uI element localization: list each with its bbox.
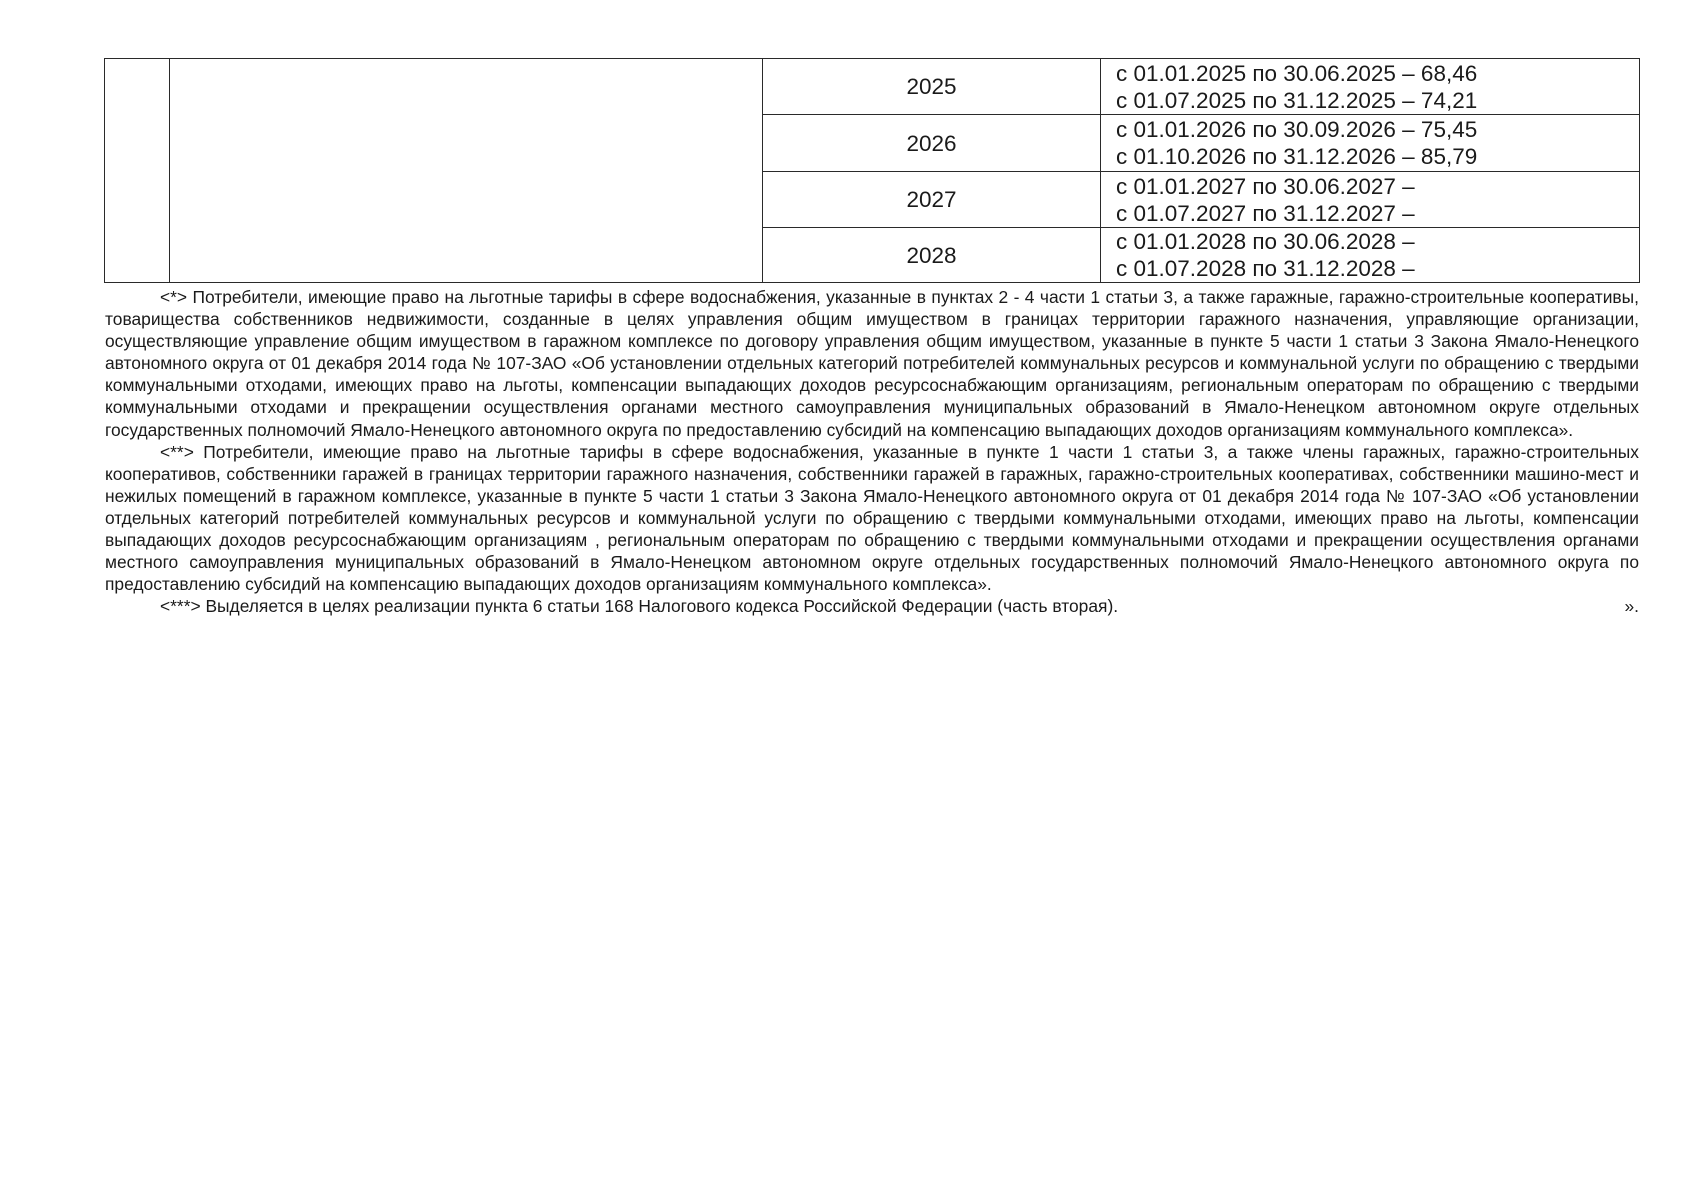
- rate-line: с 01.01.2025 по 30.06.2025 – 68,46: [1116, 60, 1478, 86]
- year-cell: 2026: [763, 115, 1101, 172]
- rates-cell: [1101, 59, 1640, 115]
- closing-quote-mark: ».: [1624, 596, 1639, 617]
- rate-line: с 01.07.2025 по 31.12.2025 – 74,21: [1116, 87, 1478, 113]
- footnote-single-asterisk: <*> Потребители, имеющие право на льготные тарифы в сфере водоснабжения, указанные в пунктах 2 - 4 части 1 статьи 3, а также гаражные, гаражно-строительные кооперативы, товарищества собственников недвижимости, созданные в целях управления общим имуществом в границах территории гаражного назначения, управляющие организации, осуществляющие управление общим имуществом в гаражном комплексе по договору управления общим имуществом, указанные в пункте 5 части 1 статьи 3 Закона Ямало-Ненецкого автономного округа от 01 декабря 2014 года № 107-ЗАО «Об установлении отдельных категорий потребителей коммунальных ресурсов и коммунальной услуги по обращению с твердыми коммунальными отходами, имеющих право на льготы, компенсации выпадающих доходов ресурсоснабжающим организациям, региональным операторам по обращению с твердыми коммунальными отходами и прекращении осуществления органами местного самоуправления муниципальных образований в Ямало-Ненецком автономном округе отдельных государственных полномочий Ямало-Ненецкого автономного округа по предоставлению субсидий на компенсацию выпадающих доходов организациям коммунального комплекса».: [105, 287, 1639, 440]
- rate-line: с 01.01.2028 по 30.06.2028 –: [1116, 229, 1415, 254]
- rate-line: с 01.07.2028 по 31.12.2028 –: [1116, 256, 1415, 281]
- rate-line: с 01.01.2026 по 30.09.2026 – 75,45: [1116, 117, 1478, 142]
- footnotes: [105, 286, 1639, 617]
- rates-cell: [1101, 115, 1640, 172]
- year-cell: 2027: [763, 172, 1101, 228]
- rate-line: с 01.10.2026 по 31.12.2026 – 85,79: [1116, 144, 1478, 169]
- tariff-table: [104, 58, 1640, 283]
- year-cell: 2025: [763, 59, 1101, 115]
- year-cell: 2028: [763, 228, 1101, 283]
- rate-line: с 01.01.2027 по 30.06.2027 –: [1116, 173, 1415, 199]
- name-cell: [170, 59, 763, 283]
- index-cell: [105, 59, 170, 283]
- rates-cell: [1101, 172, 1640, 228]
- table-row: [105, 59, 1640, 115]
- footnote-triple-asterisk-text: <***> Выделяется в целях реализации пункта 6 статьи 168 Налогового кодекса Российской Федерации (часть вторая).: [160, 596, 1119, 617]
- footnote-double-asterisk: <**> Потребители, имеющие право на льготные тарифы в сфере водоснабжения, указанные в пункте 1 части 1 статьи 3, а также члены гаражных, гаражно-строительных кооперативов, собственники гаражей в границах территории гаражного назначения, собственники гаражей в гаражных, гаражно-строительных кооперативах, собственники машино-мест и нежилых помещений в гаражном комплексе, указанные в пункте 5 части 1 статьи 3 Закона Ямало-Ненецкого автономного округа от 01 декабря 2014 года № 107-ЗАО «Об установлении отдельных категорий потребителей коммунальных ресурсов и коммунальной услуги по обращению с твердыми коммунальными отходами, имеющих право на льготы, компенсации выпадающих доходов ресурсоснабжающим организациям , региональным операторам по обращению с твердыми коммунальными отходами и прекращении осуществления органами местного самоуправления муниципальных образований в Ямало-Ненецком автономном округе отдельных государственных полномочий Ямало-Ненецкого автономного округа по предоставлению субсидий на компенсацию выпадающих доходов организациям коммунального комплекса».: [105, 441, 1639, 595]
- footnote-triple-asterisk: [105, 595, 1639, 617]
- rate-line: с 01.07.2027 по 31.12.2027 –: [1116, 200, 1415, 226]
- rates-cell: [1101, 228, 1640, 283]
